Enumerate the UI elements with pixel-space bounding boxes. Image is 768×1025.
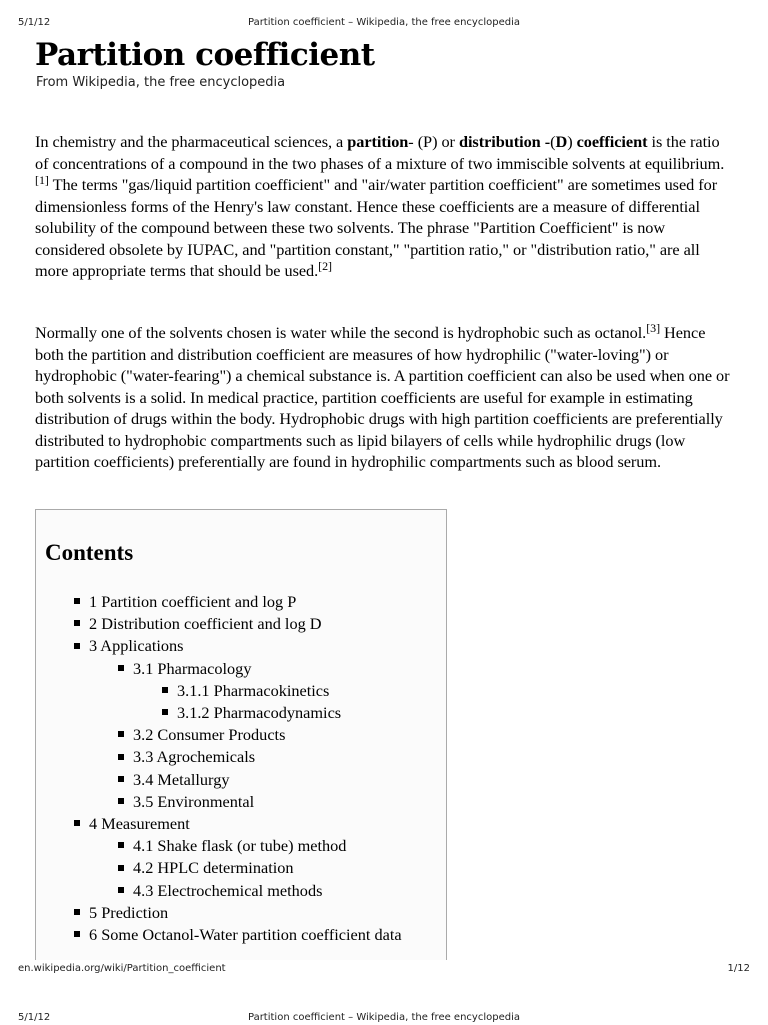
toc-heading: Contents bbox=[45, 540, 134, 565]
toc-item[interactable] bbox=[118, 658, 251, 680]
bullet-icon bbox=[118, 887, 124, 893]
intro-paragraph: In chemistry and the pharmaceutical sciences, a partition- (P) or distribution -(D) coefficient is the ratio of concentrations of a compound in the two phases of a mixture of two immiscible solvents at equilibrium.[1] The terms "gas/liquid partition coefficient" and "air/water partition coefficient" are sometimes used for dimensionless forms of the Henry's law constant. Hence these coefficients are a measure of differential solubility of the compound between these two solvents. The phrase "Partition Coefficient" is now considered obsolete by IUPAC, and "partition constant," "partition ratio," or "distribution ratio," are all more appropriate terms that should be used.[2] bbox=[35, 132, 725, 280]
toc-item[interactable] bbox=[118, 724, 285, 746]
ref-link-3[interactable]: [3] bbox=[646, 321, 661, 335]
toc-item[interactable] bbox=[74, 924, 402, 946]
toc-item-label: 3.5 Environmental bbox=[133, 791, 255, 811]
toc-item[interactable] bbox=[74, 813, 190, 835]
toc-item-label: 3 Applications bbox=[89, 636, 184, 656]
toc-item[interactable] bbox=[74, 635, 184, 657]
toc-item-label: 4 Measurement bbox=[89, 814, 190, 833]
toc-item-label: 3.3 Agrochemicals bbox=[133, 747, 256, 767]
toc-item-label: 5 Prediction bbox=[89, 902, 169, 922]
next-print-page-title: Partition coefficient – Wikipedia, the free encyclopedia bbox=[247, 1012, 520, 1023]
bullet-icon bbox=[162, 709, 168, 715]
print-footer bbox=[0, 960, 768, 976]
bullet-icon bbox=[118, 731, 124, 737]
toc-item-label: 4.2 HPLC determination bbox=[133, 858, 294, 878]
print-date: 5/1/12 bbox=[18, 17, 51, 28]
toc-item-label: 3.1.1 Pharmacokinetics bbox=[177, 680, 330, 700]
bullet-icon bbox=[118, 776, 124, 782]
table-of-contents bbox=[35, 509, 447, 960]
bullet-icon bbox=[74, 620, 80, 626]
bullet-icon bbox=[74, 598, 80, 604]
bullet-icon bbox=[74, 820, 80, 826]
toc-item[interactable] bbox=[118, 791, 254, 813]
bullet-icon bbox=[162, 687, 168, 693]
page-number: 1/12 bbox=[727, 963, 750, 974]
toc-item[interactable] bbox=[162, 680, 329, 702]
toc-item[interactable] bbox=[118, 746, 255, 768]
toc-item[interactable] bbox=[74, 591, 296, 613]
toc-item[interactable] bbox=[74, 613, 322, 635]
bullet-icon bbox=[118, 798, 124, 804]
toc-item-label: 3.1 Pharmacology bbox=[133, 658, 252, 678]
print-page-title: Partition coefficient – Wikipedia, the free encyclopedia bbox=[247, 17, 520, 28]
ref-link-1[interactable]: [1] bbox=[35, 173, 49, 187]
toc-item[interactable] bbox=[118, 857, 294, 879]
ref-link-2[interactable]: [2] bbox=[318, 259, 332, 273]
bullet-icon bbox=[118, 754, 124, 760]
toc-item[interactable] bbox=[118, 880, 322, 902]
next-print-date: 5/1/12 bbox=[18, 1012, 51, 1023]
bullet-icon bbox=[118, 842, 124, 848]
toc-item-label: 3.2 Consumer Products bbox=[133, 725, 286, 745]
toc-item[interactable] bbox=[162, 702, 341, 724]
toc-item-label: 3.4 Metallurgy bbox=[133, 769, 230, 789]
print-url: en.wikipedia.org/wiki/Partition_coefficient bbox=[18, 963, 226, 974]
bullet-icon bbox=[74, 643, 80, 649]
toc-item-label: 4.1 Shake flask (or tube) method bbox=[133, 836, 347, 856]
bullet-icon bbox=[74, 909, 80, 915]
toc-item-label: 6 Some Octanol-Water partition coefficient data bbox=[89, 925, 402, 944]
toc-item-label: 2 Distribution coefficient and log D bbox=[89, 614, 322, 634]
bullet-icon bbox=[118, 665, 124, 671]
next-page-header bbox=[0, 1009, 768, 1025]
term-partition: partition bbox=[347, 132, 409, 151]
toc-item[interactable] bbox=[118, 835, 346, 857]
page-title: Partition coefficient bbox=[35, 37, 375, 73]
toc-item-label: 3.1.2 Pharmacodynamics bbox=[177, 703, 342, 722]
toc-item-label: 1 Partition coefficient and log P bbox=[89, 592, 297, 611]
term-distribution: distribution - bbox=[458, 132, 551, 151]
toc-item[interactable] bbox=[118, 769, 229, 791]
site-subtitle: From Wikipedia, the free encyclopedia bbox=[36, 75, 286, 90]
toc-item-label: 4.3 Electrochemical methods bbox=[133, 880, 323, 900]
toc-item[interactable] bbox=[74, 902, 168, 924]
bullet-icon bbox=[74, 931, 80, 937]
second-paragraph: Normally one of the solvents chosen is water while the second is hydrophobic such as octanol.[3] Hence both the partition and distribution coefficient are measures of how hydrophilic ("water-loving") or hydrophobic ("water-fearing") a chemical substance is. A partition coefficient can also be used when one or both solvents is a solid. In medical practice, partition coefficients are useful for example in estimating distribution of drugs within the body. Hydrophobic drugs with high partition coefficients are preferentially distributed to hydrophobic compartments such as lipid bilayers of cells while hydrophilic drugs (low partition coefficients) preferentially are found in hydrophilic compartments such as blood serum. bbox=[35, 321, 730, 471]
bullet-icon bbox=[118, 865, 124, 871]
term-coefficient: coefficient bbox=[576, 132, 648, 151]
print-header bbox=[0, 14, 768, 30]
